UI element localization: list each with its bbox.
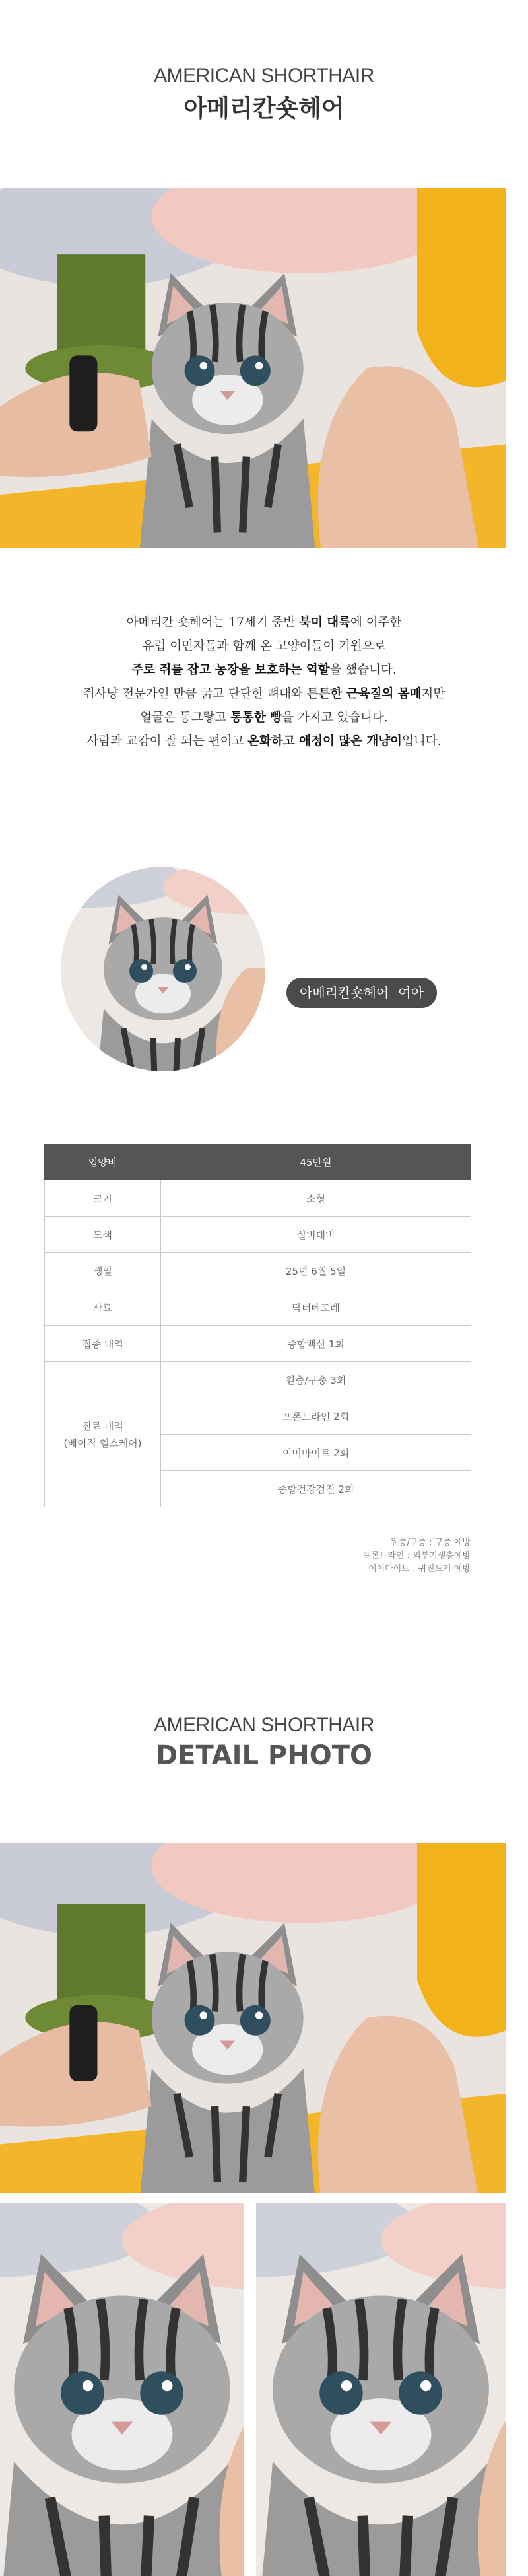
- row-label: 크기: [45, 1180, 161, 1217]
- care-label: [45, 1362, 161, 1507]
- note-line: 원충/구충 : 구충 예방: [390, 1538, 471, 1548]
- table-row: [45, 1217, 471, 1253]
- row-value: 25년 6월 5일: [161, 1253, 471, 1289]
- detail-title: DETAIL PHOTO: [155, 1740, 373, 1771]
- intro-text: [0, 611, 528, 754]
- care-label-main: 진료 내역: [82, 1419, 123, 1432]
- table-row-care: [45, 1362, 471, 1398]
- detail-kitten-photo-2: [0, 2203, 244, 2576]
- intro-line-5: 얼굴은 동그랗고 통통한 빵을 가지고 있습니다.: [140, 711, 388, 725]
- price-value: 45만원: [161, 1145, 471, 1180]
- kitten-gender: 여아: [398, 985, 424, 1001]
- intro-line-3: 주로 쥐를 잡고 농장을 보호하는 역할을 했습니다.: [131, 663, 397, 677]
- detail-header: [0, 1714, 528, 1771]
- page-header: [0, 65, 528, 124]
- kitten-breed-name: 아메리칸숏헤어: [300, 985, 389, 1001]
- intro-line-1: 아메리칸 숏헤어는 17세기 중반 북미 대륙에 이주한: [126, 616, 402, 629]
- intro-line-6: 사람과 교감이 잘 되는 편이고 온화하고 애정이 많은 개냥이입니다.: [86, 734, 442, 748]
- table-row-price: [45, 1145, 471, 1180]
- row-label: 사료: [45, 1289, 161, 1326]
- profile-kitten-photo: [61, 867, 265, 1071]
- detail-kitten-photo-3: [256, 2203, 506, 2576]
- detail-kitten-photo-1: [0, 1843, 506, 2193]
- intro-line-4: 쥐사냥 전문가인 만큼 굵고 단단한 뼈대와 튼튼한 근육질의 몸매지만: [82, 687, 446, 701]
- note-line: 프론트라인 : 외부기생충예방: [362, 1551, 471, 1561]
- detail-en-title: AMERICAN SHORTHAIR: [154, 1714, 374, 1736]
- table-row: [45, 1289, 471, 1326]
- price-label: 입양비: [45, 1145, 161, 1180]
- care-notes: [363, 1536, 471, 1576]
- row-value: 실버태비: [161, 1217, 471, 1253]
- care-item: 프론트라인 2회: [161, 1398, 471, 1435]
- header-ko-title: 아메리칸숏헤어: [183, 95, 345, 122]
- row-label: 생일: [45, 1253, 161, 1289]
- care-item: 이어마이트 2회: [161, 1435, 471, 1471]
- care-item: 종합건강검진 2회: [161, 1471, 471, 1507]
- intro-line-2: 유럽 이민자들과 함께 온 고양이들이 기원으로: [142, 639, 386, 653]
- table-row: [45, 1326, 471, 1362]
- note-line: 이어마이트 : 귀진드기 예방: [368, 1564, 471, 1574]
- hero-kitten-photo: [0, 188, 506, 548]
- row-value: 종합백신 1회: [161, 1326, 471, 1362]
- care-item: 원충/구충 3회: [161, 1362, 471, 1398]
- info-table: [44, 1144, 471, 1507]
- row-value: 닥터베토레: [161, 1289, 471, 1326]
- row-value: 소형: [161, 1180, 471, 1217]
- table-row: [45, 1253, 471, 1289]
- row-label: 모색: [45, 1217, 161, 1253]
- name-badge: [286, 978, 437, 1008]
- header-en-title: AMERICAN SHORTHAIR: [154, 65, 374, 87]
- table-row: [45, 1180, 471, 1217]
- care-label-sub: (베이직 헬스케어): [63, 1437, 142, 1449]
- row-label: 접종 내역: [45, 1326, 161, 1362]
